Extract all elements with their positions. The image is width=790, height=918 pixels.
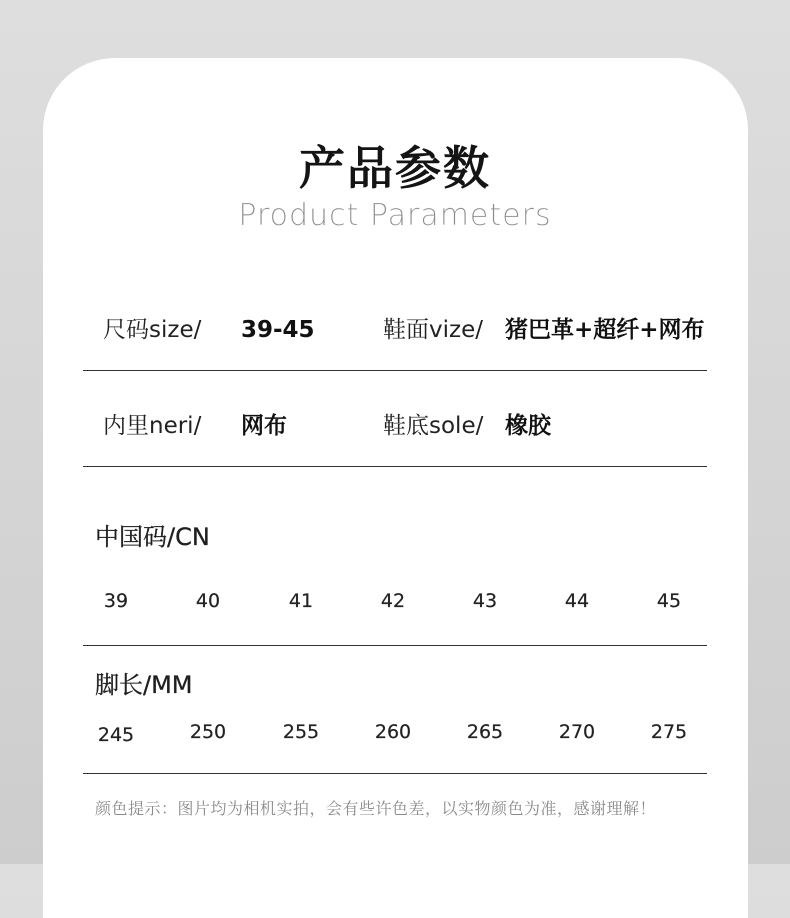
cn-size-section [83, 500, 707, 646]
cn-size-value: 45 [656, 590, 682, 612]
color-note: 颜色提示：图片均为相机实拍，会有些许色差，以实物颜色为准，感谢理解！ [95, 799, 657, 818]
page-subtitle: Product Parameters [238, 198, 552, 233]
foot-length-value: 245 [97, 724, 135, 746]
lining-label: 内里neri/ [103, 413, 202, 439]
cn-size-value: 42 [380, 590, 406, 612]
upper-label: 鞋面vize/ [383, 317, 483, 343]
foot-length-value: 250 [189, 721, 227, 743]
foot-length-section [83, 645, 707, 774]
size-value: 39-45 [241, 317, 315, 343]
lining-value: 网布 [241, 413, 287, 439]
foot-length-value: 265 [466, 721, 504, 743]
sole-label: 鞋底sole/ [383, 413, 484, 439]
cn-size-values [83, 586, 707, 616]
upper-value: 猪巴革+超纤+网布 [505, 317, 705, 343]
cn-size-value: 39 [103, 590, 129, 612]
sole-value: 橡胶 [505, 413, 551, 439]
cn-size-value: 43 [472, 590, 498, 612]
param-row-lining-sole [83, 370, 707, 467]
foot-length-value: 275 [650, 721, 688, 743]
cn-size-label: 中国码/CN [95, 523, 210, 551]
cn-size-value: 44 [564, 590, 590, 612]
foot-length-value: 270 [558, 721, 596, 743]
page-title: 产品参数 [299, 141, 491, 195]
param-row-size-upper [83, 274, 707, 371]
size-label: 尺码size/ [103, 317, 202, 343]
foot-length-value: 255 [282, 721, 320, 743]
cn-size-value: 40 [195, 590, 221, 612]
foot-length-label: 脚长/MM [95, 671, 193, 699]
cn-size-value: 41 [288, 590, 314, 612]
foot-length-value: 260 [374, 721, 412, 743]
foot-length-values [83, 717, 707, 747]
